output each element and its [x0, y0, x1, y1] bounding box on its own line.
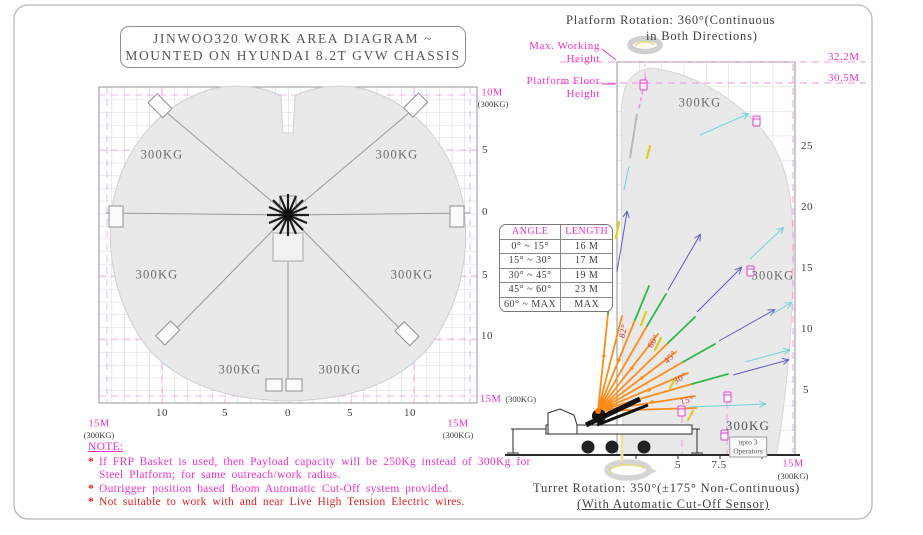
- plan-xaxis-10l: 10: [156, 407, 168, 419]
- angle-label-30: 30°: [671, 370, 689, 386]
- side-load-label-top: 300KG: [678, 95, 722, 110]
- side-load-label-bottom: 300KG: [725, 418, 771, 433]
- length-cell: 17 M: [560, 253, 612, 268]
- plan-corner-left-value: 15M: [88, 418, 110, 430]
- plan-load-label-nw: 300KG: [140, 147, 184, 162]
- plan-load-label-ne: 300KG: [375, 147, 419, 162]
- title-line2: MOUNTED ON HYUNDAI 8.2T GVW CHASSIS: [125, 48, 461, 63]
- plan-xaxis-5l: 5: [222, 407, 228, 419]
- notes-heading: NOTE:: [88, 441, 124, 453]
- plan-corner-left-load: (300KG): [83, 430, 115, 440]
- angle-label-82: 82°: [616, 323, 630, 339]
- operators-line2: Operators: [733, 446, 763, 455]
- turret-rotation-line1: Turret Rotation: 350°(±175° Non-Continuous): [533, 481, 801, 495]
- side-corner-load: (300KG): [777, 471, 809, 481]
- title-line1: JINWOO320 WORK AREA DIAGRAM ~: [153, 31, 433, 46]
- plan-load-label-se: 300KG: [318, 362, 362, 377]
- note-bullet: *: [88, 482, 95, 495]
- length-cell: 19 M: [560, 268, 612, 283]
- angle-cell: 30° ~ 45°: [500, 268, 560, 283]
- side-yaxis-25: 25: [801, 140, 813, 152]
- note-item-1: [88, 456, 540, 483]
- side-xaxis-5: 5: [675, 459, 681, 471]
- table-row: [500, 282, 612, 297]
- platform-rotation-line2: in Both Directions): [646, 29, 758, 43]
- plan-xaxis-0: 0: [285, 407, 291, 419]
- angle-cell: 15° ~ 30°: [500, 253, 560, 268]
- length-cell: 23 M: [560, 282, 612, 297]
- height-max-value: 32.2M: [828, 51, 860, 63]
- note-bullet: *: [88, 496, 95, 508]
- notes-block: [88, 441, 540, 510]
- angle-label-60: 60°: [645, 332, 662, 350]
- table-header-angle: ANGLE: [511, 226, 549, 238]
- note-text-2: Outrigger position based Boom Automatic Cut-Off system provided.: [99, 482, 452, 495]
- turret-rotation-icon: [607, 462, 657, 478]
- plan-yaxis-5d: 5: [482, 269, 488, 281]
- platform-floor-height-line1: Platform Floor: [526, 75, 600, 87]
- note-item-3: [88, 496, 540, 510]
- side-yaxis-15: 15: [801, 262, 813, 274]
- note-text-1: If FRP Basket is used, then Payload capacity will be 250Kg instead of 300Kg for Steel Platform; for same outreach/work radius.: [99, 455, 531, 481]
- plan-load-label-e: 300KG: [390, 267, 434, 282]
- angle-label-45: 45°: [661, 348, 679, 366]
- note-text-3: Not suitable to work with and near Live High Tension Electric wires.: [99, 496, 465, 508]
- platform-floor-height-line2: Height: [566, 88, 600, 100]
- plan-yaxis-15m: [480, 389, 536, 407]
- platform-rotation-line1: Platform Rotation: 360°(Continuous: [566, 13, 776, 27]
- plan-load-label-w: 300KG: [135, 267, 179, 282]
- length-cell: 16 M: [560, 239, 612, 254]
- plan-xaxis-5r: 5: [347, 407, 353, 419]
- table-row: [500, 297, 612, 312]
- plan-yaxis-10d: 10: [481, 330, 493, 342]
- angle-cell: 0° ~ 15°: [500, 239, 560, 254]
- side-xaxis-7-5: 7.5: [711, 459, 727, 471]
- plan-corner-right-load: (300KG): [442, 430, 474, 440]
- plan-xaxis-10r: 10: [404, 407, 416, 419]
- max-working-height-line1: Max. Working: [529, 40, 600, 52]
- operators-line1: upto 3: [738, 437, 758, 447]
- side-yaxis-20: 20: [801, 201, 813, 213]
- length-cell: MAX: [560, 297, 612, 312]
- operators-note: [729, 437, 767, 458]
- side-yaxis-5: 5: [803, 384, 809, 396]
- table-row: [500, 268, 612, 283]
- plan-yaxis-15m-value: 15M: [480, 394, 502, 405]
- height-floor-value: 30.5M: [828, 72, 860, 84]
- note-bullet: *: [88, 455, 95, 468]
- side-yaxis-10: 10: [801, 323, 813, 335]
- angle-length-table: [499, 224, 613, 312]
- height-leader-lines: [602, 49, 616, 84]
- plan-load-label-sw: 300KG: [218, 362, 262, 377]
- table-row: [500, 253, 612, 268]
- angle-label-15: 15°: [678, 393, 696, 407]
- plan-yaxis-10m-load: (300KG): [477, 99, 509, 109]
- turret-rotation-line2: (With Automatic Cut-Off Sensor): [577, 497, 770, 511]
- plan-yaxis-0: 0: [482, 206, 488, 218]
- angle-cell: 45° ~ 60°: [500, 282, 560, 297]
- plan-yaxis-10m: 10M: [481, 87, 503, 99]
- table-row: [500, 239, 612, 254]
- table-header-row: [500, 225, 612, 239]
- side-load-label-mid: 300KG: [751, 268, 795, 283]
- plan-yaxis-15m-load: (300KG): [505, 394, 537, 404]
- max-working-height-line2: Height: [566, 53, 600, 65]
- side-corner-value: 15M: [782, 458, 804, 470]
- boom-pivot: [595, 408, 601, 414]
- table-header-length: LENGTH: [560, 225, 612, 239]
- plan-view: [99, 86, 477, 403]
- plan-yaxis-5u: 5: [482, 144, 488, 156]
- title-box: [120, 26, 466, 68]
- note-item-2: [88, 483, 540, 497]
- plan-corner-right-value: 15M: [447, 418, 469, 430]
- angle-cell: 60° ~ MAX: [500, 297, 560, 312]
